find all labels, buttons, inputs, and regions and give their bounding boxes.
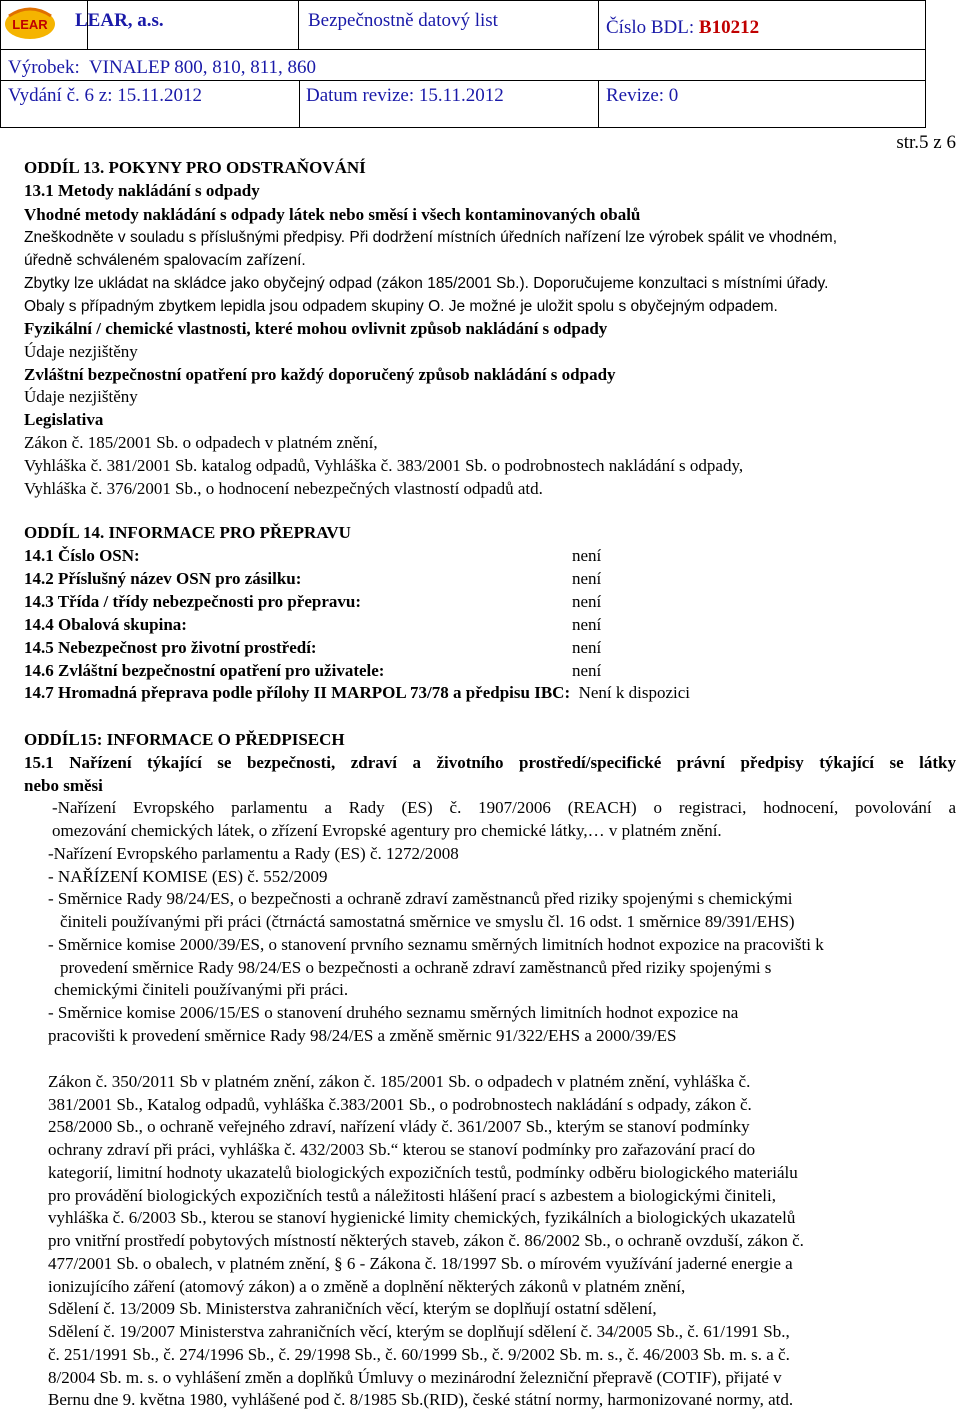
section13-text-line: úředně schváleném spalovacím zařízení. bbox=[24, 252, 306, 269]
regulation-line: -Nařízení Evropského parlamentu a Rady (ES) č. 1272/2008 bbox=[48, 844, 459, 863]
transport-label: 14.2 Příslušný název OSN pro zásilku: bbox=[24, 569, 302, 588]
law-line: č. 251/1991 Sb., č. 274/1996 Sb., č. 29/1998 Sb., č. 60/1999 Sb., č. 9/2002 Sb. m. s., č. 46/2003 Sb. m. s. a č. bbox=[48, 1345, 790, 1364]
legislation-heading: Legislativa bbox=[24, 410, 104, 429]
transport-label: 14.5 Nebezpečnost pro životní prostředí: bbox=[24, 638, 317, 657]
legislation-line: Vyhláška č. 381/2001 Sb. katalog odpadů, Vyhláška č. 383/2001 Sb. o podrobnostech nakládání s odpady, bbox=[24, 456, 744, 475]
transport-row bbox=[24, 637, 664, 658]
law-line: Bernu dne 9. května 1980, vyhlášené pod č. 8/1985 Sb.(RID), české státní normy, harmonizované normy, atd. bbox=[48, 1390, 794, 1409]
physchem-value: Údaje nezjištěny bbox=[24, 342, 138, 361]
transport-label: 14.4 Obalová skupina: bbox=[24, 615, 187, 634]
issue-line bbox=[8, 85, 202, 107]
transport-label: 14.3 Třída / třídy nebezpečnosti pro přepravu: bbox=[24, 592, 362, 611]
law-line: kategorií, limitní hodnoty ukazatelů biologických expozičních testů, podmínky odběru biologického materiálu bbox=[48, 1163, 798, 1182]
lear-logo bbox=[3, 4, 57, 40]
revision-label: Revize: bbox=[606, 85, 665, 106]
section15-1-heading: 15.1 Nařízení týkající se bezpečnosti, zdraví a životního prostředí/specifické právní předpisy týkající se látky bbox=[24, 753, 956, 772]
law-line: Zákon č. 350/2011 Sb v platném znění, zákon č. 185/2001 Sb. o odpadech v platném znění, vyhláška č. bbox=[48, 1072, 751, 1091]
special-measures-value: Údaje nezjištěny bbox=[24, 387, 138, 406]
company-name: LEAR, a.s. bbox=[75, 10, 164, 31]
legislation-line: Zákon č. 185/2001 Sb. o odpadech v platném znění, bbox=[24, 433, 378, 452]
product-label: Výrobek: bbox=[8, 57, 80, 78]
transport-label: 14.6 Zvláštní bezpečnostní opatření pro uživatele: bbox=[24, 661, 385, 680]
transport-row bbox=[24, 614, 664, 635]
product-line bbox=[8, 57, 316, 79]
bdl-label-text: Číslo BDL: bbox=[606, 17, 695, 38]
transport-value: není bbox=[572, 546, 602, 565]
law-line: Sdělení č. 13/2009 Sb. Ministerstva zahraničních věcí, kterým se doplňují ostatní sdělení, bbox=[48, 1299, 657, 1318]
law-line: ionizujícího záření (atomový zákon) a o změně a doplnění některých zákonů v platném znění, bbox=[48, 1277, 686, 1296]
section13-title: ODDÍL 13. POKYNY PRO ODSTRAŇOVÁNÍ bbox=[24, 158, 366, 177]
bdl-value: B10212 bbox=[698, 17, 760, 38]
revision-value: 0 bbox=[668, 85, 679, 106]
transport-label: 14.1 Číslo OSN: bbox=[24, 546, 140, 565]
regulation-line: provedení směrnice Rady 98/24/ES o bezpečnosti a ochraně zdraví zaměstnanců před riziky spojenými s bbox=[60, 958, 772, 977]
transport-row bbox=[24, 660, 664, 681]
section13-text-line: Zbytky lze ukládat na skládce jako obyčejný odpad (zákon 185/2001 Sb.). Doporučujeme konzultaci s místními úřady. bbox=[24, 275, 829, 292]
doc-title: Bezpečnostně datový list bbox=[308, 10, 498, 31]
logo-text: LEAR bbox=[12, 17, 48, 32]
law-line: pro vnitřní prostředí pobytových místností některých staveb, zákon č. 86/2002 Sb., o ochraně ovzduší, zákon č. bbox=[48, 1231, 804, 1250]
transport-row bbox=[24, 545, 664, 566]
marpol-value: Není k dispozici bbox=[578, 683, 691, 702]
special-measures-heading: Zvláštní bezpečnostní opatření pro každý doporučený způsob nakládání s odpady bbox=[24, 365, 616, 384]
page-number: str.5 z 6 bbox=[896, 132, 956, 153]
section14-title: ODDÍL 14. INFORMACE PRO PŘEPRAVU bbox=[24, 523, 351, 542]
issue-date: 15.11.2012 bbox=[117, 85, 203, 106]
section13-text-line: Zneškodněte v souladu s příslušnými předpisy. Při dodržení místních úředních nařízení lze výrobek spálit ve vhodném, bbox=[24, 229, 838, 246]
marpol-row bbox=[24, 682, 690, 703]
regulation-line: - NAŘÍZENÍ KOMISE (ES) č. 552/2009 bbox=[48, 867, 328, 886]
transport-value: není bbox=[572, 661, 602, 680]
transport-value: není bbox=[572, 638, 602, 657]
physchem-heading: Fyzikální / chemické vlastnosti, které mohou ovlivnit způsob nakládání s odpady bbox=[24, 319, 608, 338]
regulation-line: pracovišti k provedení směrnice Rady 98/24/ES a změně směrnic 91/322/EHS a 2000/39/ES bbox=[48, 1026, 677, 1045]
product-value: VINALEP 800, 810, 811, 860 bbox=[88, 57, 317, 78]
transport-value: není bbox=[572, 592, 602, 611]
section15-title: ODDÍL15: INFORMACE O PŘEDPISECH bbox=[24, 730, 345, 749]
regulation-line: - Směrnice komise 2000/39/ES, o stanovení prvního seznamu směrných limitních hodnot expozice na pracovišti k bbox=[48, 935, 824, 954]
regulation-line: - Směrnice komise 2006/15/ES o stanovení druhého seznamu směrných limitních hodnot expozice na bbox=[48, 1003, 739, 1022]
law-line: 8/2004 Sb. m. s. o vyhlášení změn a doplňků Úmluvy o mezinárodní železniční přepravě (COTIF), přijaté v bbox=[48, 1368, 782, 1387]
transport-row bbox=[24, 591, 664, 612]
legislation-line: Vyhláška č. 376/2001 Sb., o hodnocení nebezpečných vlastností odpadů atd. bbox=[24, 479, 543, 498]
transport-value: není bbox=[572, 569, 602, 588]
revision-date-line bbox=[306, 85, 504, 107]
section15-1-heading-cont: nebo směsi bbox=[24, 776, 103, 795]
regulation-line: - Směrnice Rady 98/24/ES, o bezpečnosti a ochraně zdraví zaměstnanců před riziky spojenými s chemickými bbox=[48, 889, 793, 908]
regulation-line: omezování chemických látek, o zřízení Evropské agentury pro chemické látky,… v platném znění. bbox=[52, 821, 722, 840]
section13-1-heading: 13.1 Metody nakládání s odpady bbox=[24, 181, 260, 200]
law-line: ochrany zdraví při práci, vyhláška č. 432/2003 Sb.“ kterou se stanoví podmínky pro zařazování prací do bbox=[48, 1140, 756, 1159]
bdl-label bbox=[606, 17, 759, 39]
regulation-line: chemickými činiteli používanými při práci. bbox=[54, 980, 349, 999]
transport-value: není bbox=[572, 615, 602, 634]
section13-text-line: Obaly s případným zbytkem lepidla jsou odpadem skupiny O. Je možné je uložit spolu s obyčejným odpadem. bbox=[24, 298, 778, 315]
revision-line bbox=[606, 85, 678, 107]
law-line: 477/2001 Sb. o obalech, v platném znění, § 6 - Zákona č. 18/1997 Sb. o mírovém využívání jaderné energie a bbox=[48, 1254, 793, 1273]
section13-1-subheading: Vhodné metody nakládání s odpady látek nebo směsí i všech kontaminovaných obalů bbox=[24, 205, 641, 224]
transport-row bbox=[24, 568, 664, 589]
law-line: 258/2000 Sb., o ochraně veřejného zdraví, nařízení vlády č. 361/2007 Sb., kterým se stanoví podmínky bbox=[48, 1117, 750, 1136]
regulation-line: činiteli používanými při práci (čtrnáctá samostatná směrnice ve smyslu čl. 16 odst. 1 směrnice 89/391/EHS) bbox=[60, 912, 795, 931]
revision-date-label: Datum revize: bbox=[306, 85, 415, 106]
law-line: Sdělení č. 19/2007 Ministerstva zahraničních věcí, kterým se doplňují sdělení č. 34/2005 Sb., č. 61/1991 Sb., bbox=[48, 1322, 790, 1341]
regulation-line: -Nařízení Evropského parlamentu a Rady (ES) č. 1907/2006 (REACH) o registraci, hodnocení, povolování a bbox=[52, 798, 956, 817]
revision-date: 15.11.2012 bbox=[418, 85, 504, 106]
law-line: pro provádění biologických expozičních testů a náležitosti hlášení prací s azbestem a biologickými činiteli, bbox=[48, 1186, 776, 1205]
issue-label: Vydání č. 6 z: bbox=[8, 85, 113, 106]
document-header bbox=[0, 0, 960, 128]
marpol-label: 14.7 Hromadná přeprava podle přílohy II MARPOL 73/78 a předpisu IBC: bbox=[24, 683, 571, 702]
law-line: vyhláška č. 6/2003 Sb., kterou se stanoví hygienické limity chemických, fyzikálních a biologických ukazatelů bbox=[48, 1208, 796, 1227]
law-line: 381/2001 Sb., Katalog odpadů, vyhláška č.383/2001 Sb., o podrobnostech nakládání s odpady, zákon č. bbox=[48, 1095, 752, 1114]
